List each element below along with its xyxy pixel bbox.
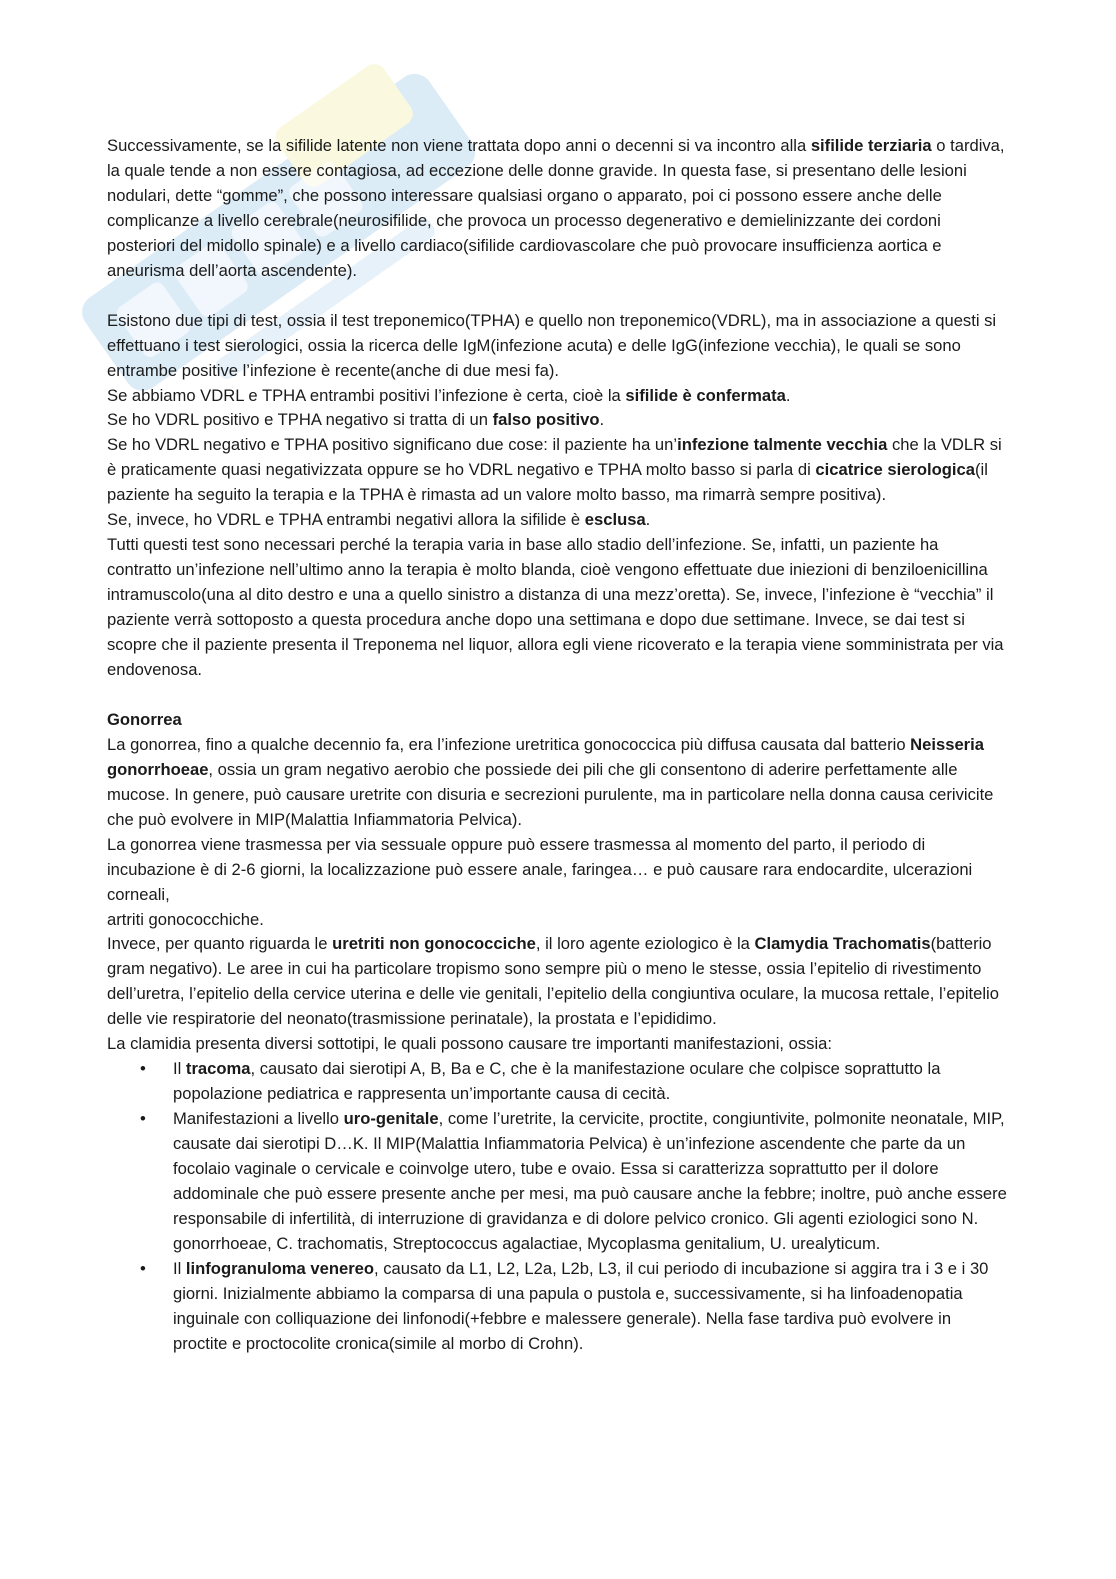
paragraph-artriti: artriti gonococchiche. bbox=[107, 909, 264, 929]
term-falso-positivo: falso positivo bbox=[492, 410, 600, 430]
manifestations-list bbox=[107, 1057, 1007, 1356]
paragraph-tipi-di-test: Esistono due tipi di test, ossia il test treponemico(TPHA) e quello non treponemico(VDRL), ma in associazione a questi si effettuano i test sierologici, ossia la ricerca delle IgM(infezione acuta) e delle IgG(infezione vecchia), le quali se sono entrambe positive l’infezione è recente(anche di due mesi fa). bbox=[107, 310, 997, 380]
term-clamydia-trachomatis: Clamydia Trachomatis bbox=[754, 934, 931, 954]
paragraph-falso-positivo: Se ho VDRL positivo e TPHA negativo si tratta di un falso positivo. bbox=[107, 410, 605, 430]
list-item-linfogranuloma: • Il linfogranuloma venereo, causato da L1, L2, L2a, L2b, L3, il cui periodo di incubazione si aggira tra i 3 e i 30 giorni. Inizialmente abbiamo la comparsa di una papula o pustola e, successivamente, si ha linfoadenopatia inguinale con colliquazione dei linfonodi(+febbre e malessere generale). Nella fase tardiva può evolvere in proctite e proctocolite cronica(simile al morbo di Crohn). bbox=[107, 1257, 1007, 1357]
paragraph-trasmissione: La gonorrea viene trasmessa per via sessuale oppure può essere trasmessa al momento del parto, il periodo di incubazione è di 2-6 giorni, la localizzazione può essere anale, faringea… e può causare rara endocardite, ulcerazioni corneali, bbox=[107, 834, 973, 904]
term-tracoma: tracoma bbox=[185, 1059, 251, 1079]
term-linfogranuloma-venereo: linfogranuloma venereo bbox=[185, 1258, 375, 1278]
document-page bbox=[107, 134, 1007, 1357]
paragraph-clamidia-sottotipi: La clamidia presenta diversi sottotipi, le quali possono causare tre importanti manifestazioni, ossia: bbox=[107, 1034, 832, 1054]
paragraph-infezione-vecchia: Se ho VDRL negativo e TPHA positivo significano due cose: il paziente ha un’infezione talmente vecchia che la VDLR si è praticamente quasi negativizzata oppure se ho VDRL negativo e TPHA molto basso si parla di cicatrice sierologica(il paziente ha seguito la terapia e la TPHA è rimasta ad un valore molto basso, ma rimarrà sempre positiva). bbox=[107, 435, 1002, 505]
term-esclusa: esclusa bbox=[584, 510, 646, 530]
list-item-tracoma: • Il tracoma, causato dai sierotipi A, B, Ba e C, che è la manifestazione oculare che colpisce soprattutto la popolazione pediatrica e rappresenta un’importante causa di cecità. bbox=[107, 1057, 1007, 1107]
section-heading-gonorrea: Gonorrea bbox=[107, 709, 182, 729]
paragraph-terapia: Tutti questi test sono necessari perché la terapia varia in base allo stadio dell’infezione. Se, infatti, un paziente ha contratto un’infezione nell’ultimo anno la terapia è molto blanda, cioè vengono effettuate due iniezioni di benziloenicillina intramuscolo(una al dito destro e una a quello sinistro a distanza di una mezz’oretta). Se, invece, l’infezione è “vecchia” il paziente verrà sottoposto a questa procedura anche dopo una settimana e dopo due settimane. Invece, se dai test si scopre che il paziente presenta il Treponema nel liquor, allora egli viene ricoverato e la terapia viene somministrata per via endovenosa. bbox=[107, 535, 1004, 679]
paragraph-gap bbox=[107, 683, 1007, 708]
term-infezione-vecchia: infezione talmente vecchia bbox=[677, 435, 888, 455]
term-sifilide-terziaria: sifilide terziaria bbox=[810, 136, 932, 155]
list-item-uro-genitale: • Manifestazioni a livello uro-genitale, come l’uretrite, la cervicite, proctite, congiuntivite, polmonite neonatale, MIP, causate dai sierotipi D…K. Il MIP(Malattia Infiammatoria Pelvica) è un’infezione ascendente che parte da un focolaio vaginale o cervicale e coinvolge utero, tube e ovaio. Essa si caratterizza soprattutto per il dolore addominale che può essere presente anche per mesi, ma può causare anche la febbre; inoltre, può anche essere responsabile di infertilità, di interruzione di gravidanza e di dolore pelvico cronico. Gli agenti eziologici sono N. gonorrhoeae, C. trachomatis, Streptococcus agalactiae, Mycoplasma genitalium, U. urealyticum. bbox=[107, 1107, 1007, 1257]
paragraph-sifilide-terziaria: Successivamente, se la sifilide latente non viene trattata dopo anni o decenni si va incontro alla sifilide terziaria o tardiva, la quale tende a non essere contagiosa, ad eccezione delle donne gravide. In questa fase, si presentano delle lesioni nodulari, dette “gomme”, che possono interessare qualsiasi organo o apparato, poi ci possono essere anche delle complicanze a livello cerebrale(neurosifilide, che provoca un processo degenerativo e demielinizzante dei cordoni posteriori del midollo spinale) e a livello cardiaco(sifilide cardiovascolare che può provocare insufficienza aortica e aneurisma dell’aorta ascendente). bbox=[107, 136, 1005, 280]
paragraph-sifilide-confermata: Se abbiamo VDRL e TPHA entrambi positivi l’infezione è certa, cioè la sifilide è confermata. bbox=[107, 385, 791, 405]
paragraph-uretriti-non-gonococciche: Invece, per quanto riguarda le uretriti non gonococciche, il loro agente eziologico è la Clamydia Trachomatis(batterio gram negativo). Le aree in cui ha particolare tropismo sono sempre più o meno le stesse, ossia l’epitelio di rivestimento dell’uretra, l’epitelio della cervice uterina e delle vie genitali, l’epitelio della congiuntiva oculare, la mucosa rettale, l’epitelio delle vie respiratorie del neonato(trasmissione perinatale), la prostata e l’epididimo. bbox=[107, 934, 999, 1029]
paragraph-sifilide-esclusa: Se, invece, ho VDRL e TPHA entrambi negativi allora la sifilide è esclusa. bbox=[107, 510, 651, 530]
term-cicatrice-sierologica: cicatrice sierologica bbox=[815, 460, 975, 480]
term-uretriti-non-gonococciche: uretriti non gonococciche bbox=[332, 934, 536, 954]
term-sifilide-confermata: sifilide è confermata bbox=[625, 385, 786, 405]
term-uro-genitale: uro-genitale bbox=[343, 1109, 439, 1129]
term-neisseria-gonorrhoeae: Neisseria gonorrhoeae bbox=[107, 734, 984, 779]
paragraph-gonorrea-intro: La gonorrea, fino a qualche decennio fa, era l’infezione uretritica gonococcica più diffusa causata dal batterio Neisseria gonorrhoeae, ossia un gram negativo aerobio che possiede dei pili che gli consentono di aderire perfettamente alle mucose. In genere, può causare uretrite con disuria e secrezioni purulente, ma in particolare nella donna causa cerivicite che può evolvere in MIP(Malattia Infiammatoria Pelvica). bbox=[107, 734, 994, 829]
paragraph-gap bbox=[107, 284, 1007, 309]
